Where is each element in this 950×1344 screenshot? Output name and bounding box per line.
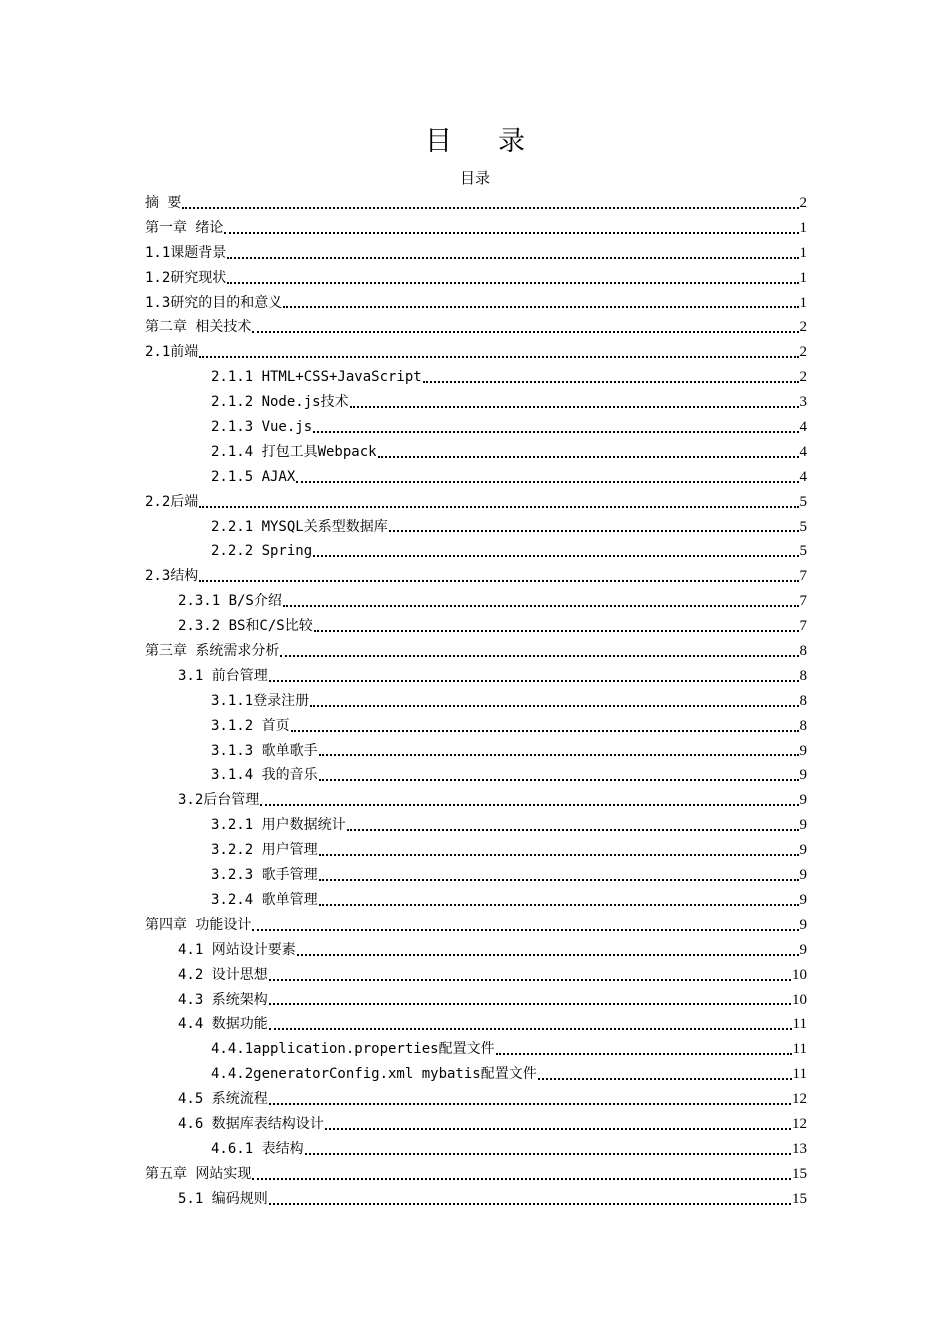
toc-entry[interactable] bbox=[145, 689, 807, 714]
toc-entry-title: 2.1.3 Vue.js bbox=[211, 419, 313, 436]
toc-entry-title: 2.2.1 MYSQL关系型数据库 bbox=[211, 518, 388, 535]
toc-dot-leader bbox=[313, 555, 798, 557]
toc-entry[interactable] bbox=[145, 963, 807, 988]
toc-entry-page-number: 11 bbox=[792, 1066, 807, 1083]
toc-entry[interactable] bbox=[145, 614, 807, 639]
toc-entry-title: 2.1前端 bbox=[145, 344, 199, 361]
toc-entry[interactable] bbox=[145, 739, 807, 764]
toc-entry-title: 4.4 数据功能 bbox=[178, 1016, 268, 1033]
toc-dot-leader bbox=[314, 630, 799, 632]
toc-entry-title: 3.2.1 用户数据统计 bbox=[211, 817, 346, 834]
toc-entry-page-number: 9 bbox=[799, 867, 807, 884]
toc-entry-title: 5.1 编码规则 bbox=[178, 1190, 268, 1207]
toc-entry-page-number: 2 bbox=[799, 369, 807, 386]
toc-entry[interactable] bbox=[145, 1037, 807, 1062]
toc-entry[interactable] bbox=[145, 539, 807, 564]
toc-entry-page-number: 9 bbox=[799, 842, 807, 859]
toc-dot-leader bbox=[199, 580, 798, 582]
toc-dot-leader bbox=[350, 406, 799, 408]
toc-entry-page-number: 1 bbox=[799, 219, 807, 236]
toc-entry[interactable] bbox=[145, 515, 807, 540]
toc-dot-leader bbox=[227, 282, 798, 284]
toc-entry[interactable] bbox=[145, 913, 807, 938]
toc-entry[interactable] bbox=[145, 664, 807, 689]
toc-entry[interactable] bbox=[145, 365, 807, 390]
toc-entry-page-number: 5 bbox=[799, 493, 807, 510]
toc-entry-page-number: 2 bbox=[799, 344, 807, 361]
toc-entry[interactable] bbox=[145, 1112, 807, 1137]
toc-entry-title: 2.2.2 Spring bbox=[211, 543, 313, 560]
toc-entry-title: 4.5 系统流程 bbox=[178, 1091, 268, 1108]
toc-dot-leader bbox=[269, 1203, 791, 1205]
toc-entry[interactable] bbox=[145, 1087, 807, 1112]
toc-entry-page-number: 15 bbox=[792, 1165, 807, 1182]
toc-dot-leader bbox=[325, 1128, 791, 1130]
toc-dot-leader bbox=[283, 306, 798, 308]
toc-entry[interactable] bbox=[145, 564, 807, 589]
toc-entry-page-number: 4 bbox=[799, 443, 807, 460]
toc-entry-page-number: 8 bbox=[799, 667, 807, 684]
toc-entry-title: 1.2研究现状 bbox=[145, 269, 227, 286]
table-of-contents bbox=[145, 191, 807, 1212]
toc-entry[interactable] bbox=[145, 863, 807, 888]
toc-entry[interactable] bbox=[145, 216, 807, 241]
page-title: 目录 bbox=[425, 126, 571, 157]
toc-entry-title: 第一章 绪论 bbox=[145, 219, 224, 236]
toc-dot-leader bbox=[252, 331, 798, 333]
toc-entry-title: 2.3.2 BS和C/S比较 bbox=[178, 618, 313, 635]
toc-dot-leader bbox=[269, 1028, 792, 1030]
toc-entry[interactable] bbox=[145, 988, 807, 1013]
toc-entry[interactable] bbox=[145, 714, 807, 739]
toc-entry-title: 第五章 网站实现 bbox=[145, 1165, 252, 1182]
toc-entry-page-number: 15 bbox=[792, 1190, 807, 1207]
toc-entry[interactable] bbox=[145, 340, 807, 365]
toc-entry-page-number: 8 bbox=[799, 643, 807, 660]
toc-dot-leader bbox=[291, 730, 799, 732]
toc-entry-page-number: 2 bbox=[799, 319, 807, 336]
toc-entry[interactable] bbox=[145, 838, 807, 863]
toc-entry[interactable] bbox=[145, 440, 807, 465]
toc-entry[interactable] bbox=[145, 266, 807, 291]
page-subtitle: 目录 bbox=[459, 169, 490, 187]
toc-entry-title: 第四章 功能设计 bbox=[145, 916, 252, 933]
toc-entry[interactable] bbox=[145, 315, 807, 340]
toc-entry-page-number: 1 bbox=[799, 244, 807, 261]
toc-entry[interactable] bbox=[145, 1187, 807, 1212]
toc-entry-title: 4.1 网站设计要素 bbox=[178, 941, 296, 958]
toc-entry[interactable] bbox=[145, 763, 807, 788]
toc-entry-page-number: 9 bbox=[799, 891, 807, 908]
toc-entry-page-number: 9 bbox=[799, 767, 807, 784]
toc-entry-page-number: 3 bbox=[799, 394, 807, 411]
toc-dot-leader bbox=[378, 456, 799, 458]
toc-dot-leader bbox=[269, 1003, 791, 1005]
toc-dot-leader bbox=[319, 904, 799, 906]
toc-entry[interactable] bbox=[145, 788, 807, 813]
toc-entry-title: 3.1.1登录注册 bbox=[211, 692, 310, 709]
toc-entry-page-number: 9 bbox=[799, 792, 807, 809]
toc-entry-title: 4.6.1 表结构 bbox=[211, 1140, 304, 1157]
toc-entry-page-number: 13 bbox=[792, 1140, 807, 1157]
toc-entry-title: 3.1 前台管理 bbox=[178, 667, 268, 684]
toc-entry-page-number: 11 bbox=[792, 1016, 807, 1033]
toc-entry[interactable] bbox=[145, 1062, 807, 1087]
toc-entry-page-number: 9 bbox=[799, 742, 807, 759]
toc-dot-leader bbox=[296, 481, 798, 483]
toc-dot-leader bbox=[252, 1178, 791, 1180]
toc-entry-title: 3.2后台管理 bbox=[178, 792, 260, 809]
toc-entry-title: 第三章 系统需求分析 bbox=[145, 643, 280, 660]
toc-entry-page-number: 9 bbox=[799, 817, 807, 834]
toc-dot-leader bbox=[347, 829, 799, 831]
toc-dot-leader bbox=[538, 1078, 792, 1080]
toc-entry-title: 摘 要 bbox=[145, 195, 182, 211]
toc-entry[interactable] bbox=[145, 639, 807, 664]
toc-entry-page-number: 7 bbox=[799, 618, 807, 635]
toc-dot-leader bbox=[269, 1103, 791, 1105]
toc-dot-leader bbox=[280, 655, 798, 657]
toc-entry-page-number: 10 bbox=[792, 991, 807, 1008]
toc-entry-page-number: 12 bbox=[792, 1091, 807, 1108]
toc-entry-page-number: 4 bbox=[799, 468, 807, 485]
toc-entry[interactable] bbox=[145, 1162, 807, 1187]
toc-entry-title: 4.6 数据库表结构设计 bbox=[178, 1115, 324, 1132]
toc-dot-leader bbox=[182, 207, 798, 209]
toc-entry-title: 3.2.2 用户管理 bbox=[211, 842, 318, 859]
toc-entry[interactable] bbox=[145, 589, 807, 614]
toc-dot-leader bbox=[199, 506, 798, 508]
toc-entry[interactable] bbox=[145, 390, 807, 415]
toc-dot-leader bbox=[297, 954, 799, 956]
toc-dot-leader bbox=[260, 804, 798, 806]
toc-entry[interactable] bbox=[145, 1012, 807, 1037]
toc-dot-leader bbox=[319, 779, 799, 781]
toc-entry-title: 4.3 系统架构 bbox=[178, 991, 268, 1008]
toc-entry[interactable] bbox=[145, 291, 807, 316]
toc-dot-leader bbox=[199, 356, 798, 358]
toc-entry-title: 3.1.3 歌单歌手 bbox=[211, 742, 318, 759]
toc-entry[interactable] bbox=[145, 465, 807, 490]
toc-dot-leader bbox=[496, 1053, 792, 1055]
toc-entry-page-number: 4 bbox=[799, 419, 807, 436]
toc-entry-page-number: 5 bbox=[799, 518, 807, 535]
toc-dot-leader bbox=[269, 979, 791, 981]
toc-dot-leader bbox=[423, 381, 799, 383]
toc-entry-page-number: 10 bbox=[792, 966, 807, 983]
toc-dot-leader bbox=[389, 530, 799, 532]
toc-entry-page-number: 8 bbox=[799, 717, 807, 734]
toc-entry-title: 2.1.4 打包工具Webpack bbox=[211, 443, 377, 460]
toc-entry-title: 3.2.3 歌手管理 bbox=[211, 867, 318, 884]
toc-entry[interactable] bbox=[145, 938, 807, 963]
toc-entry-page-number: 1 bbox=[799, 269, 807, 286]
toc-entry-page-number: 8 bbox=[799, 692, 807, 709]
toc-entry-title: 2.2后端 bbox=[145, 493, 199, 510]
toc-entry[interactable] bbox=[145, 415, 807, 440]
toc-entry-title: 3.1.4 我的音乐 bbox=[211, 767, 318, 784]
toc-entry-title: 第二章 相关技术 bbox=[145, 319, 252, 336]
toc-entry-page-number: 2 bbox=[799, 195, 807, 211]
toc-entry-title: 1.3研究的目的和意义 bbox=[145, 294, 283, 311]
toc-dot-leader bbox=[224, 232, 798, 234]
toc-dot-leader bbox=[319, 879, 799, 881]
toc-entry-page-number: 9 bbox=[799, 916, 807, 933]
toc-entry-page-number: 9 bbox=[799, 941, 807, 958]
toc-dot-leader bbox=[310, 705, 798, 707]
toc-entry-title: 2.3.1 B/S介绍 bbox=[178, 593, 282, 610]
toc-entry-title: 2.1.5 AJAX bbox=[211, 468, 296, 485]
toc-entry-title: 3.1.2 首页 bbox=[211, 717, 290, 734]
toc-entry-page-number: 7 bbox=[799, 568, 807, 585]
toc-entry[interactable] bbox=[145, 490, 807, 515]
toc-dot-leader bbox=[305, 1153, 791, 1155]
toc-entry-title: 1.1课题背景 bbox=[145, 244, 227, 261]
toc-entry[interactable] bbox=[145, 888, 807, 913]
toc-entry[interactable] bbox=[145, 813, 807, 838]
toc-entry-title: 4.4.1application.properties配置文件 bbox=[211, 1041, 495, 1058]
toc-entry-title: 2.1.1 HTML+CSS+JavaScript bbox=[211, 369, 422, 386]
toc-entry-page-number: 1 bbox=[799, 294, 807, 311]
toc-dot-leader bbox=[252, 929, 798, 931]
toc-entry-page-number: 5 bbox=[799, 543, 807, 560]
toc-entry-title: 2.3结构 bbox=[145, 568, 199, 585]
toc-dot-leader bbox=[313, 431, 798, 433]
toc-entry-title: 3.2.4 歌单管理 bbox=[211, 891, 318, 908]
toc-dot-leader bbox=[269, 680, 799, 682]
toc-entry-page-number: 11 bbox=[792, 1041, 807, 1058]
toc-dot-leader bbox=[227, 257, 798, 259]
toc-dot-leader bbox=[319, 754, 799, 756]
toc-dot-leader bbox=[283, 605, 799, 607]
toc-dot-leader bbox=[319, 854, 799, 856]
toc-entry[interactable] bbox=[145, 1137, 807, 1162]
toc-entry[interactable] bbox=[145, 241, 807, 266]
toc-entry-page-number: 7 bbox=[799, 593, 807, 610]
toc-entry[interactable] bbox=[145, 191, 807, 216]
toc-entry-title: 2.1.2 Node.js技术 bbox=[211, 394, 349, 411]
toc-entry-page-number: 12 bbox=[792, 1115, 807, 1132]
toc-entry-title: 4.4.2generatorConfig.xml mybatis配置文件 bbox=[211, 1066, 537, 1083]
toc-entry-title: 4.2 设计思想 bbox=[178, 966, 268, 983]
